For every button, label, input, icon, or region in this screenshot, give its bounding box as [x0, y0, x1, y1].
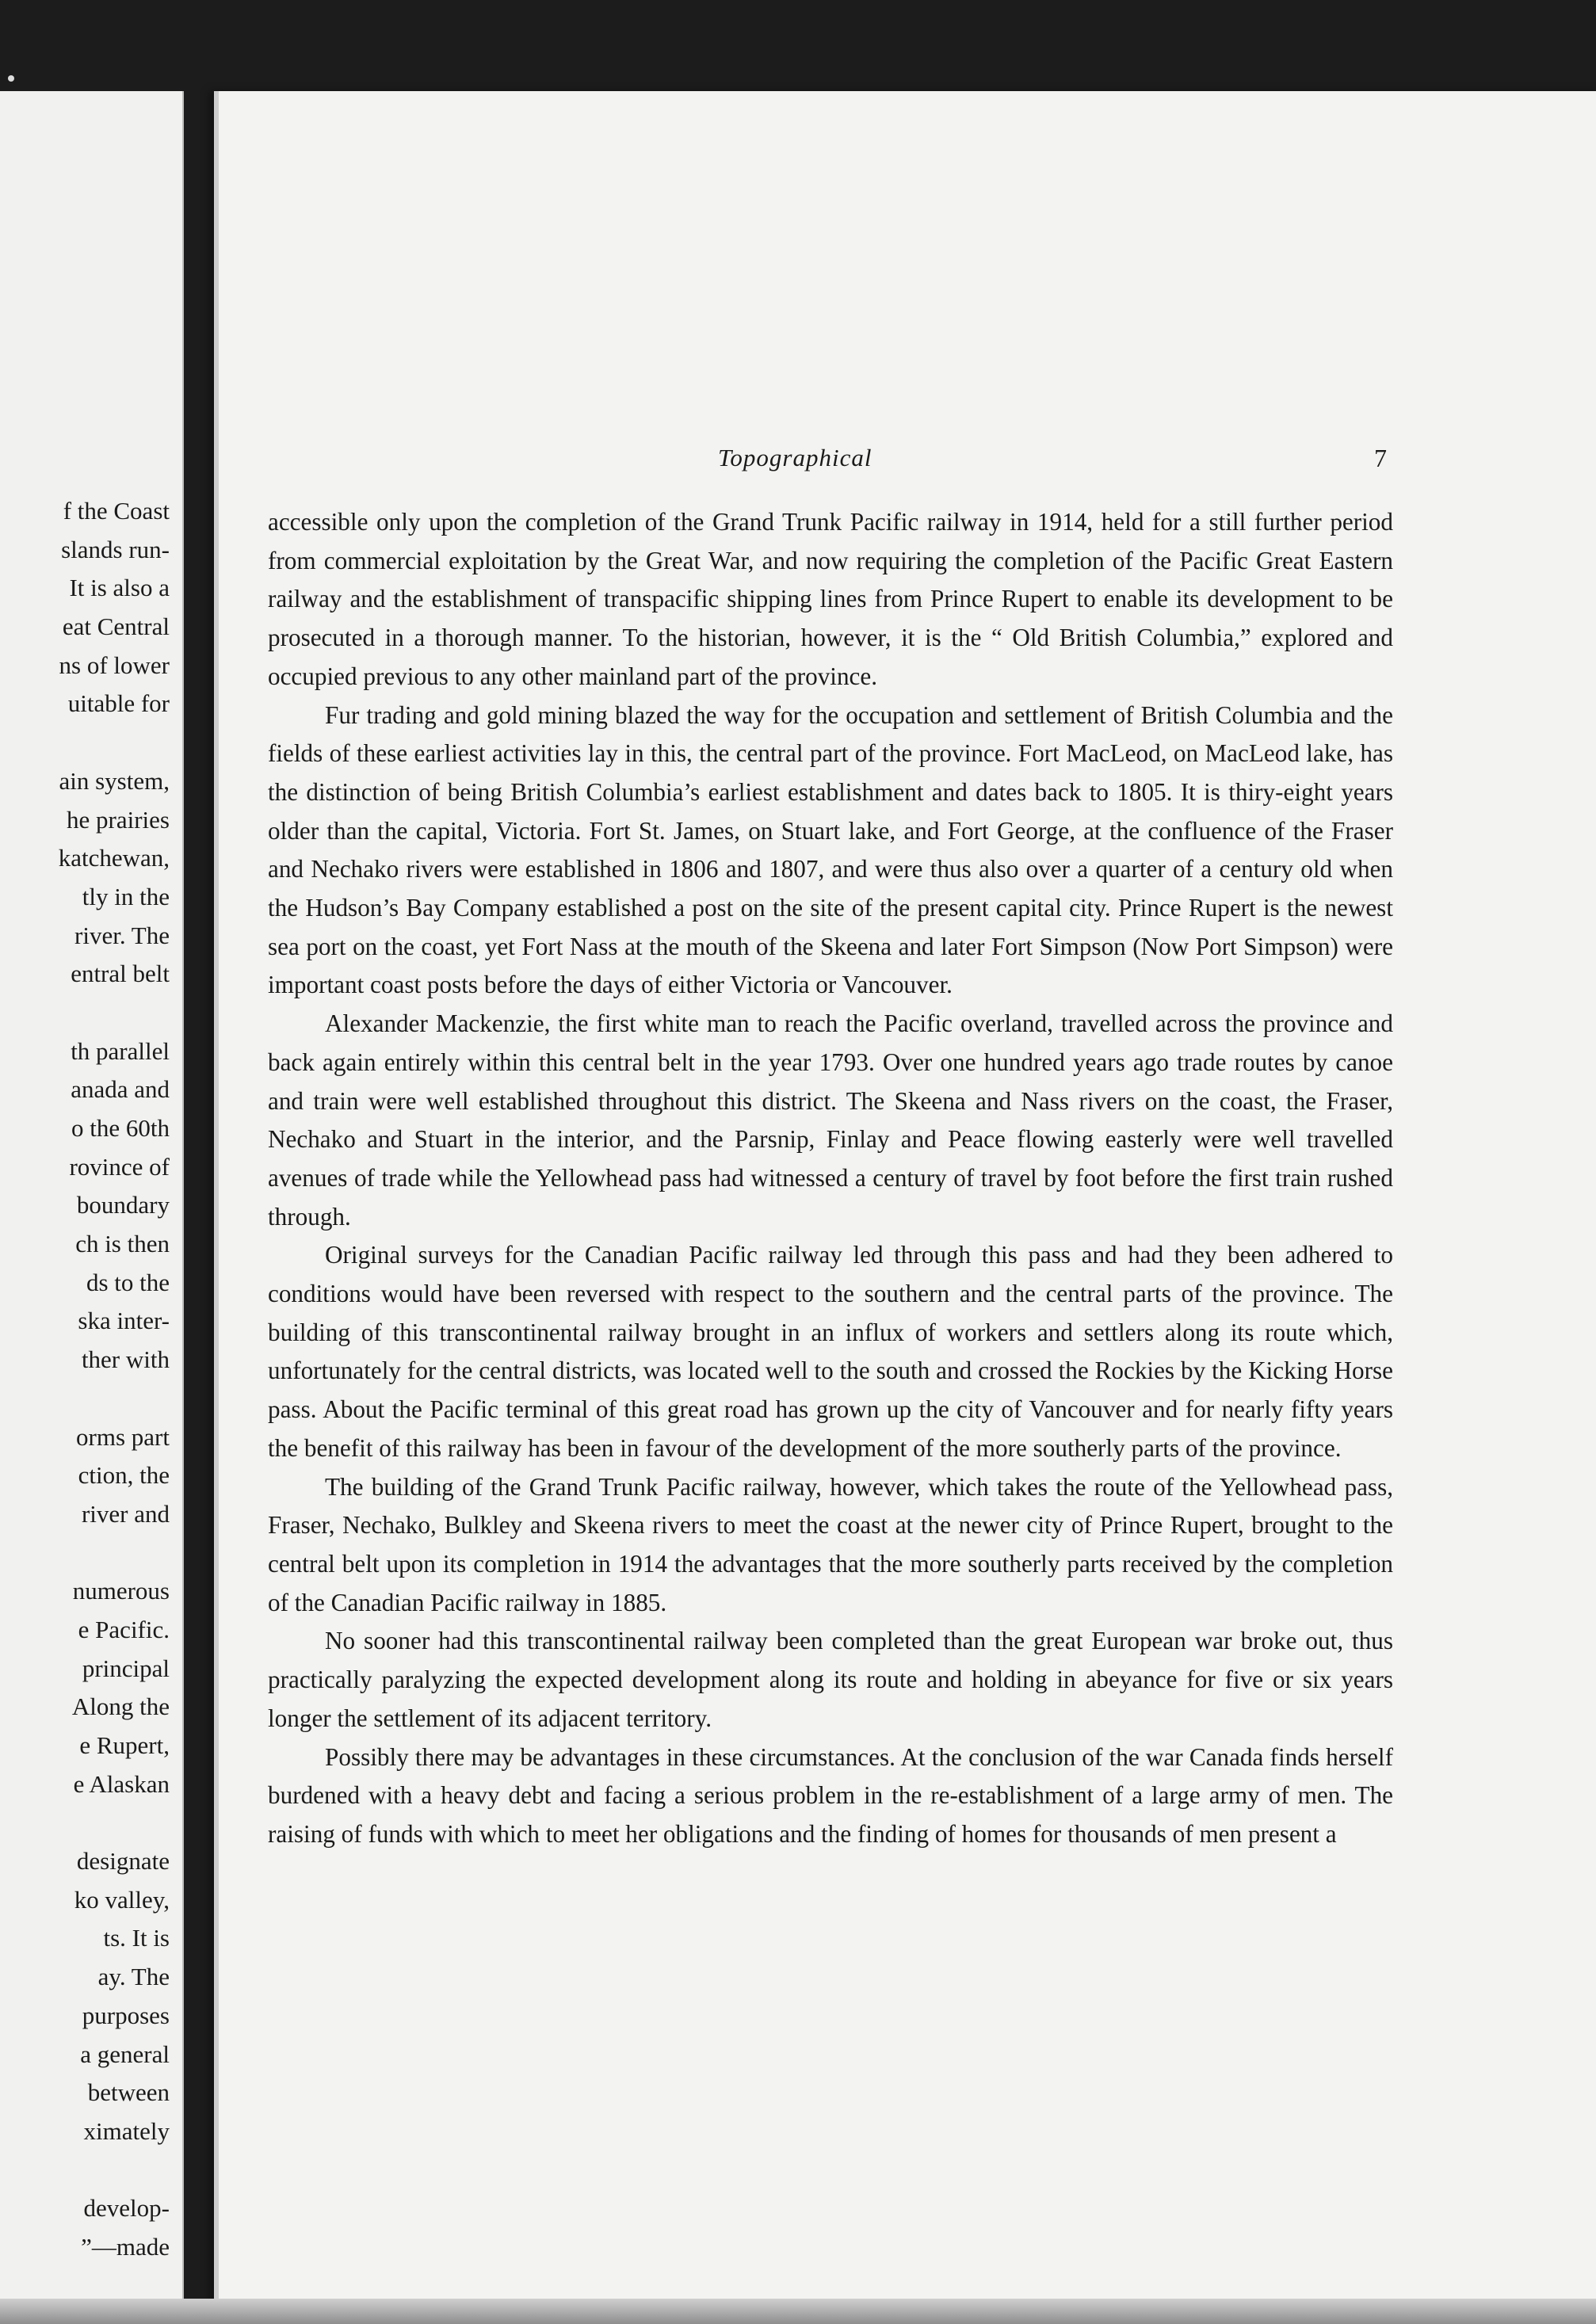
left-page-line: ds to the: [86, 1268, 170, 1296]
paragraph-2: Fur trading and gold mining blazed the way for the occupation and settlement of British Columbia and the fields of these earliest activities lay in this, the central part of the province. Fort MacLeod, on MacLeod lake, has the distinction of being British Columbia’s earliest establishment and dates back to 1805. It is thiry-eight years older than the capital, Victoria. Fort St. James, on Stuart lake, and Fort George, at the confluence of the Fraser and Nechako rivers were established in 1806 and 1807, and were thus also over a quarter of a century old when the Hudson’s Bay Company established a post on the site of the present capital city. Prince Rupert is the newest sea port on the coast, yet Fort Nass at the mouth of the Skeena and later Fort Simpson (Now Port Simpson) were important coast posts before the days of either Victoria or Vancouver.: [268, 700, 1393, 999]
left-page-line: ns of lower: [59, 651, 170, 679]
left-page-line: katchewan,: [58, 844, 170, 872]
left-page-line: e Alaskan: [73, 1769, 170, 1798]
left-page-line: river and: [81, 1499, 170, 1528]
left-page-line: slands run-: [61, 535, 170, 563]
left-page-line: [0, 1803, 170, 1842]
paragraph-5: The building of the Grand Trunk Pacific railway, however, which takes the route of the Yellowhead pass, Fraser, Nechako, Bulkley and Skeena rivers to meet the coast at the newer city of Prince Rupert, brought to the central belt upon its completion in 1914 the advantages that the more southerly parts received by the completion of the Canadian Pacific railway in 1885.: [268, 1472, 1393, 1616]
paragraph-7: Possibly there may be advantages in these circumstances. At the conclusion of the war Canada finds herself burdened with a heavy debt and facing a serious problem in the re-establishment of a large army of men. The raising of funds with which to meet her obligations and the finding of homes for thousands of men present a: [268, 1742, 1393, 1848]
left-page-line: [0, 1380, 170, 1418]
left-page-line: [0, 1534, 170, 1573]
left-page-line: [0, 994, 170, 1032]
left-page-line: ction, the: [78, 1461, 170, 1490]
left-page-line: a general: [80, 2040, 170, 2068]
left-page-line: Along the: [71, 1692, 170, 1721]
left-page-line: numerous: [72, 1577, 170, 1605]
left-page-line: he prairies: [67, 805, 170, 834]
page-bottom-edge: [0, 2299, 1596, 2324]
right-page: [214, 91, 1596, 2324]
left-page-line: ko valley,: [74, 1885, 170, 1914]
paragraph-4: Original surveys for the Canadian Pacific railway led through this pass and had they been adhered to conditions would have been reversed with respect to the southern and the central parts of the province. The building of this transcontinental railway brought in an influx of workers and settlers along its route which, unfortunately for the central districts, was located well to the south and crossed the Rockies by the Kicking Horse pass. About the Pacific terminal of this great road has grown up the city of Vancouver and for nearly fifty years the benefit of this railway has been in favour of the development of the more southerly parts of the province.: [268, 1241, 1393, 1462]
left-page-line: purposes: [82, 2001, 170, 2029]
left-page-line: e Rupert,: [79, 1731, 170, 1759]
left-page-line: principal: [82, 1654, 170, 1682]
left-page-line: uitable for: [67, 689, 170, 718]
left-page-line: e Pacific.: [78, 1615, 170, 1643]
left-page-line: o the 60th: [71, 1114, 170, 1142]
left-page-line: It is also a: [69, 574, 170, 602]
left-page-line: th parallel: [71, 1036, 170, 1065]
left-page-line: ”—made: [81, 2232, 170, 2261]
left-page-line: ts. It is: [103, 1924, 170, 1952]
left-page-line: ain system,: [59, 766, 170, 795]
left-page-line: rovince of: [69, 1152, 170, 1181]
left-page-line: develop-: [83, 2194, 170, 2223]
paragraph-3: Alexander Mackenzie, the first white man to reach the Pacific overland, travelled across the province and back again entirely within this central belt in the year 1793. Over one hundred years ago trade routes by canoe and train were well established throughout this district. The Skeena and Nass rivers on the coast, the Fraser, Nechako and Stuart in the interior, and the Parsnip, Finlay and Peace flowing easterly were well travelled avenues of trade while the Yellowhead pass had witnessed a century of travel by foot before the first train rushed through.: [268, 1009, 1393, 1231]
left-page-line: orms part: [76, 1422, 170, 1451]
paragraph-1: accessible only upon the completion of the Grand Trunk Pacific railway in 1914, held for a still further period from commercial exploitation by the Great War, and now requiring the completion of the Pacific Great Eastern railway and the establishment of transpacific shipping lines from Prince Rupert to enable its development to be prosecuted in a thorough manner. To the historian, however, it is the “ Old British Columbia,” explored and occupied previous to any other mainland part of the province.: [268, 508, 1393, 690]
left-page-line: ska inter-: [78, 1307, 170, 1335]
left-page-line: ay. The: [97, 1963, 170, 1991]
left-page-line: ximately: [83, 2116, 170, 2145]
left-page-line: [0, 723, 170, 762]
page-number: 7: [1374, 444, 1387, 472]
left-page-line: designate: [76, 1847, 170, 1876]
left-page-line: boundary: [76, 1191, 170, 1219]
left-page-line: between: [87, 2078, 170, 2107]
left-page-line: ther with: [81, 1345, 170, 1374]
left-page-fragment: [0, 91, 184, 2324]
left-page-line: ch is then: [75, 1230, 170, 1258]
left-page-line: anada and: [71, 1075, 170, 1104]
left-page-line: river. The: [74, 921, 170, 949]
running-head-title: Topographical: [718, 444, 872, 471]
left-page-line: tly in the: [82, 882, 170, 910]
left-page-line: f the Coast: [63, 497, 170, 525]
left-page-line: eat Central: [62, 612, 170, 641]
left-page-text-column: [0, 492, 170, 2267]
left-page-line: [0, 2151, 170, 2190]
body-text: [268, 503, 1393, 1854]
scan-edge-mark: [8, 75, 14, 82]
paragraph-6: No sooner had this transcontinental railway been completed than the great European war broke out, thus practically paralyzing the expected development along its route and holding in abeyance for five or six years longer the settlement of its adjacent territory.: [268, 1627, 1393, 1732]
left-page-line: entral belt: [71, 960, 170, 988]
